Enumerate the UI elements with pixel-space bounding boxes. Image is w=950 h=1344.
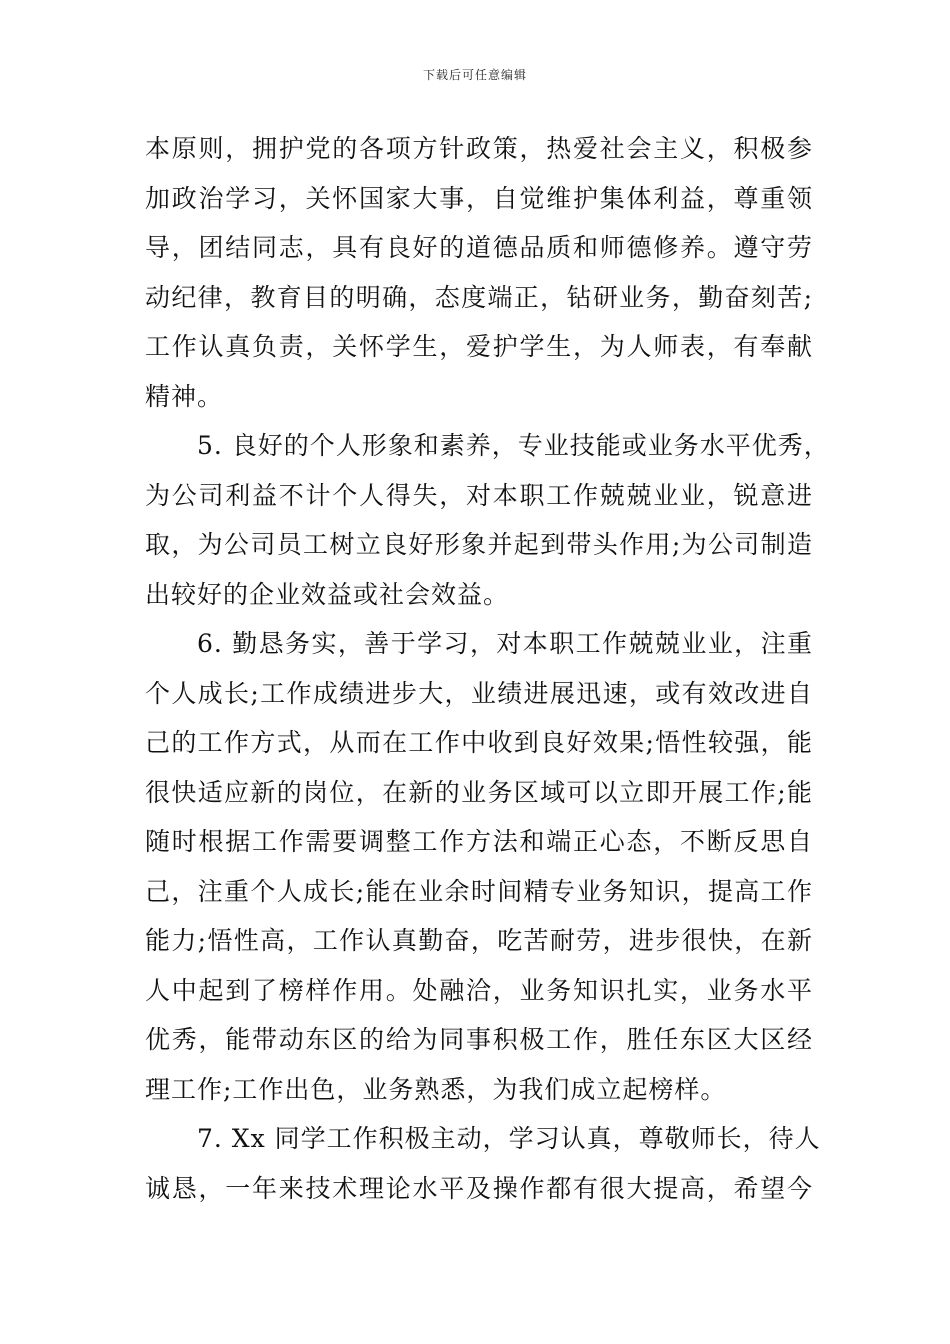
text-line: 很快适应新的岗位，在新的业务区域可以立即开展工作;能 bbox=[145, 777, 813, 807]
text-line: 人中起到了榜样作用。处融洽，业务知识扎实，业务水平 bbox=[145, 975, 813, 1005]
text-line: 7. Xx 同学工作积极主动，学习认真，尊敬师长，待人 bbox=[197, 1124, 821, 1153]
text-line: 随时根据工作需要调整工作方法和端正心态，不断反思自 bbox=[145, 827, 813, 856]
text-line: 己，注重个人成长;能在业余时间精专业务知识，提高工作 bbox=[145, 876, 813, 906]
text-line: 己的工作方式，从而在工作中收到良好效果;悟性较强，能 bbox=[145, 728, 813, 757]
text-line: 为公司利益不计个人得失，对本职工作兢兢业业，锐意进 bbox=[145, 480, 813, 510]
text-line: 诚恳，一年来技术理论水平及操作都有很大提高，希望今 bbox=[145, 1173, 813, 1203]
text-line: 个人成长;工作成绩进步大，业绩进展迅速，或有效改进自 bbox=[145, 678, 813, 708]
header-note: 下载后可任意编辑 bbox=[422, 68, 527, 82]
text-line: 6. 勤恳务实，善于学习，对本职工作兢兢业业，注重 bbox=[197, 629, 813, 658]
text-line: 加政治学习，关怀国家大事，自觉维护集体利益，尊重领 bbox=[145, 183, 813, 213]
text-line: 工作认真负责，关怀学生，爱护学生，为人师表，有奉献 bbox=[145, 332, 813, 361]
paragraph-item-6 bbox=[145, 619, 813, 1114]
text-line: 理工作;工作出色，业务熟悉，为我们成立起榜样。 bbox=[145, 1074, 727, 1104]
text-line: 优秀，能带动东区的给为同事积极工作，胜任东区大区经 bbox=[145, 1025, 813, 1054]
paragraph-1 bbox=[145, 124, 813, 421]
document-body bbox=[145, 124, 830, 1213]
text-line: 本原则，拥护党的各项方针政策，热爱社会主义，积极参 bbox=[145, 134, 813, 163]
paragraph-item-7 bbox=[145, 1114, 821, 1213]
paragraph-item-5 bbox=[145, 421, 830, 619]
text-line: 导，团结同志，具有良好的道德品质和师德修养。遵守劳 bbox=[145, 233, 813, 262]
text-line: 取，为公司员工树立良好形象并起到带头作用;为公司制造 bbox=[145, 530, 813, 559]
text-line: 5. 良好的个人形象和素养，专业技能或业务水平优秀， bbox=[197, 431, 830, 460]
text-line: 能力;悟性高，工作认真勤奋，吃苦耐劳，进步很快，在新 bbox=[145, 926, 813, 955]
text-line: 动纪律，教育目的明确，态度端正，钻研业务，勤奋刻苦; bbox=[145, 282, 813, 312]
text-line: 精神。 bbox=[145, 381, 224, 411]
text-line: 出较好的企业效益或社会效益。 bbox=[145, 579, 510, 609]
